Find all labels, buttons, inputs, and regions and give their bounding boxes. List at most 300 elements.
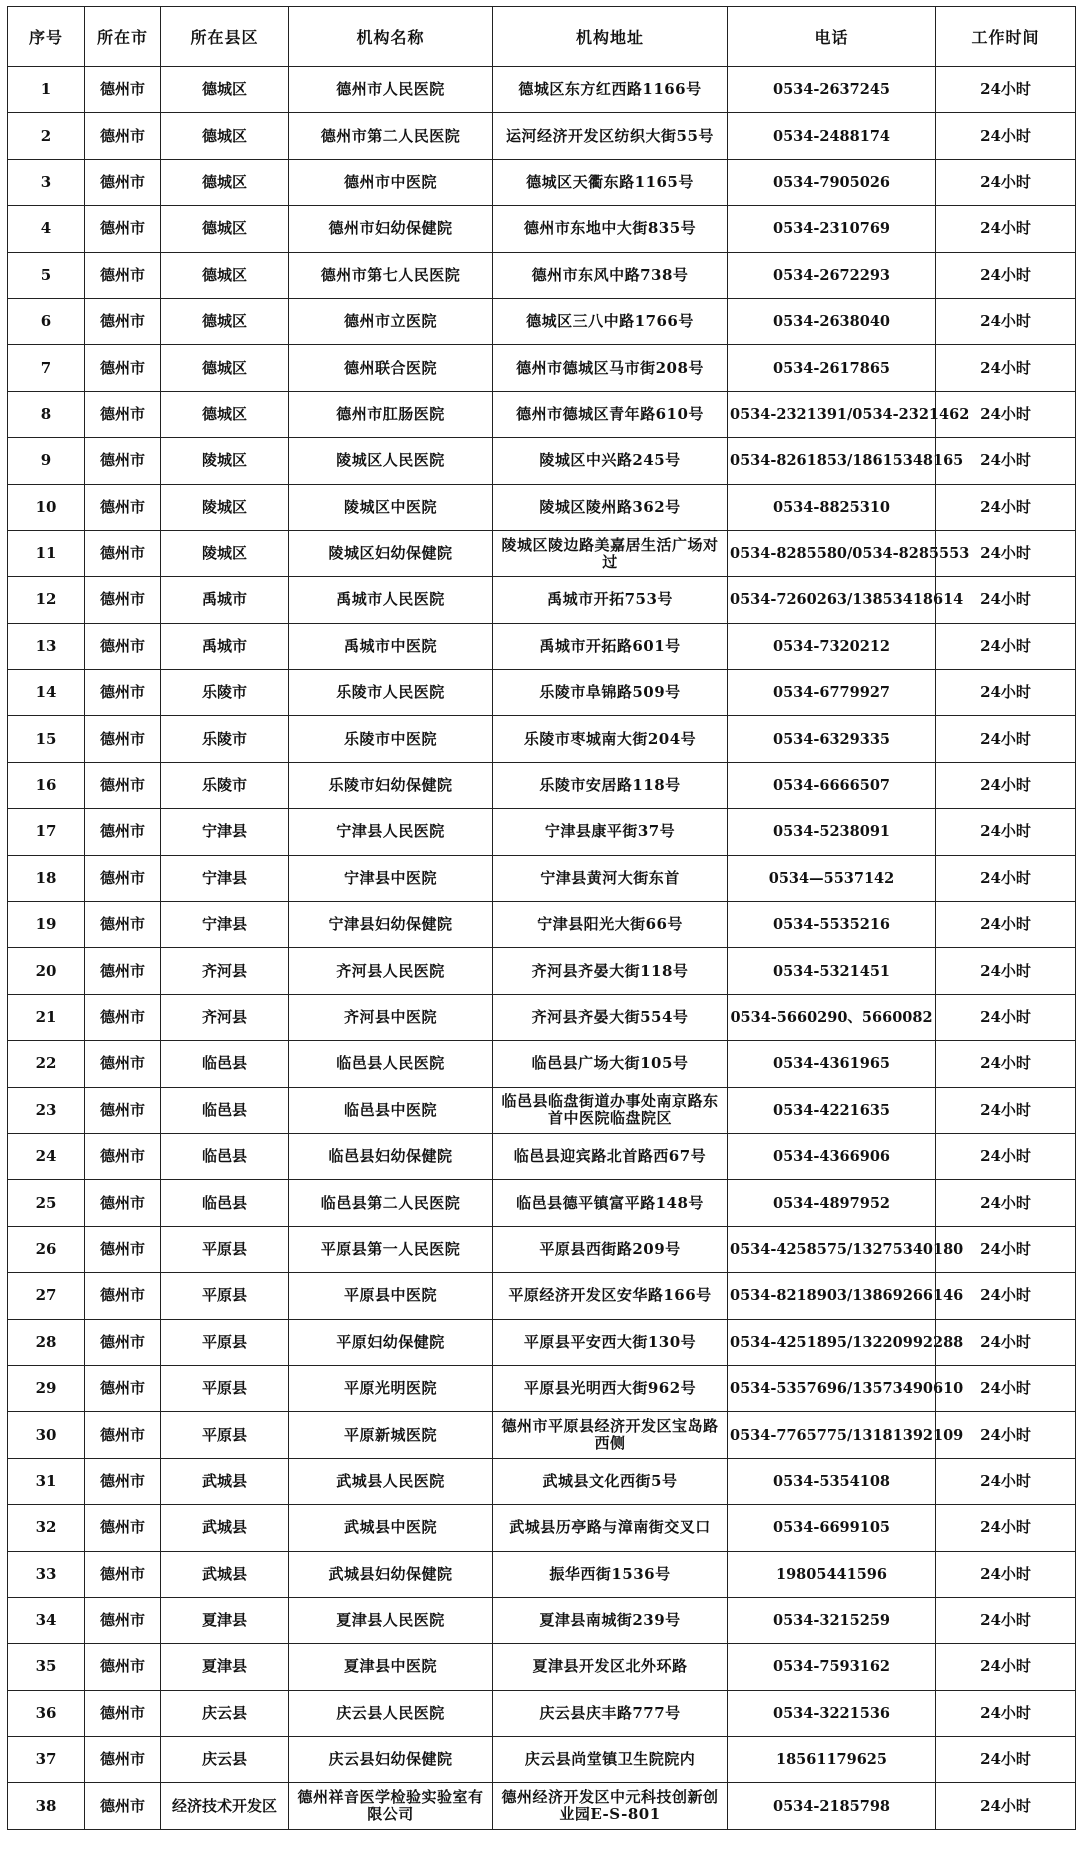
- cell-city: 德州市: [85, 252, 161, 298]
- cell-working-hours: 24小时: [936, 298, 1076, 344]
- cell-working-hours: 24小时: [936, 1690, 1076, 1736]
- cell-phone: 0534-6329335: [728, 716, 936, 762]
- cell-county: 武城县: [161, 1505, 289, 1551]
- cell-serial-number: 11: [8, 530, 85, 576]
- cell-institution-address: 临邑县迎宾路北首路西67号: [493, 1133, 728, 1179]
- cell-city: 德州市: [85, 159, 161, 205]
- table-row: [8, 67, 1076, 113]
- table-row: [8, 1226, 1076, 1272]
- cell-phone: 0534-5238091: [728, 809, 936, 855]
- cell-institution-name: 德州市肛肠医院: [289, 391, 493, 437]
- header-county: 所在县区: [161, 7, 289, 67]
- cell-institution-address: 临邑县德平镇富平路148号: [493, 1180, 728, 1226]
- cell-serial-number: 9: [8, 438, 85, 484]
- table-row: [8, 994, 1076, 1040]
- table-row: [8, 577, 1076, 623]
- table-row: [8, 1737, 1076, 1783]
- cell-serial-number: 31: [8, 1458, 85, 1504]
- cell-institution-name: 庆云县妇幼保健院: [289, 1737, 493, 1783]
- cell-phone: 0534-4897952: [728, 1180, 936, 1226]
- cell-city: 德州市: [85, 438, 161, 484]
- cell-serial-number: 29: [8, 1365, 85, 1411]
- cell-county: 庆云县: [161, 1737, 289, 1783]
- cell-county: 齐河县: [161, 948, 289, 994]
- cell-county: 宁津县: [161, 902, 289, 948]
- table-row: [8, 298, 1076, 344]
- cell-phone: 0534-7905026: [728, 159, 936, 205]
- cell-serial-number: 37: [8, 1737, 85, 1783]
- cell-institution-name: 德州市妇幼保健院: [289, 206, 493, 252]
- cell-phone: 0534-2637245: [728, 67, 936, 113]
- cell-county: 陵城区: [161, 484, 289, 530]
- cell-institution-address: 德城区东方红西路1166号: [493, 67, 728, 113]
- cell-institution-address: 平原县光明西大街962号: [493, 1365, 728, 1411]
- cell-county: 德城区: [161, 206, 289, 252]
- cell-institution-name: 禹城市人民医院: [289, 577, 493, 623]
- cell-working-hours: 24小时: [936, 1783, 1076, 1829]
- cell-county: 经济技术开发区: [161, 1783, 289, 1829]
- cell-institution-name: 武城县妇幼保健院: [289, 1551, 493, 1597]
- cell-phone: 0534-8825310: [728, 484, 936, 530]
- header-phone: 电话: [728, 7, 936, 67]
- cell-phone: 18561179625: [728, 1737, 936, 1783]
- cell-serial-number: 1: [8, 67, 85, 113]
- cell-working-hours: 24小时: [936, 1087, 1076, 1133]
- cell-institution-name: 夏津县中医院: [289, 1644, 493, 1690]
- cell-institution-address: 德州市德城区马市街208号: [493, 345, 728, 391]
- cell-serial-number: 14: [8, 670, 85, 716]
- cell-serial-number: 5: [8, 252, 85, 298]
- table-row: [8, 948, 1076, 994]
- cell-serial-number: 15: [8, 716, 85, 762]
- cell-institution-name: 乐陵市妇幼保健院: [289, 762, 493, 808]
- cell-working-hours: 24小时: [936, 1597, 1076, 1643]
- cell-institution-address: 德州市东风中路738号: [493, 252, 728, 298]
- cell-county: 临邑县: [161, 1133, 289, 1179]
- cell-city: 德州市: [85, 1551, 161, 1597]
- cell-institution-name: 陵城区妇幼保健院: [289, 530, 493, 576]
- cell-working-hours: 24小时: [936, 716, 1076, 762]
- cell-phone: 0534-5354108: [728, 1458, 936, 1504]
- cell-working-hours: 24小时: [936, 391, 1076, 437]
- cell-institution-name: 宁津县妇幼保健院: [289, 902, 493, 948]
- cell-phone: 0534-7320212: [728, 623, 936, 669]
- cell-serial-number: 8: [8, 391, 85, 437]
- cell-county: 德城区: [161, 252, 289, 298]
- cell-institution-name: 德州市第二人民医院: [289, 113, 493, 159]
- cell-institution-name: 武城县中医院: [289, 1505, 493, 1551]
- cell-serial-number: 18: [8, 855, 85, 901]
- cell-institution-address: 平原县西街路209号: [493, 1226, 728, 1272]
- cell-working-hours: 24小时: [936, 1737, 1076, 1783]
- cell-phone: 0534-4221635: [728, 1087, 936, 1133]
- cell-institution-name: 德州市人民医院: [289, 67, 493, 113]
- cell-institution-address: 陵城区中兴路245号: [493, 438, 728, 484]
- cell-serial-number: 3: [8, 159, 85, 205]
- cell-institution-name: 平原县第一人民医院: [289, 1226, 493, 1272]
- cell-county: 德城区: [161, 159, 289, 205]
- table-row: [8, 1644, 1076, 1690]
- cell-institution-address: 临邑县广场大街105号: [493, 1041, 728, 1087]
- cell-working-hours: 24小时: [936, 623, 1076, 669]
- cell-city: 德州市: [85, 670, 161, 716]
- header-serial-number: 序号: [8, 7, 85, 67]
- cell-county: 平原县: [161, 1412, 289, 1458]
- cell-institution-address: 德城区天衢东路1165号: [493, 159, 728, 205]
- table-row: [8, 438, 1076, 484]
- cell-serial-number: 26: [8, 1226, 85, 1272]
- cell-county: 德城区: [161, 298, 289, 344]
- cell-phone: 0534-5660290、5660082: [728, 994, 936, 1040]
- cell-county: 禹城市: [161, 577, 289, 623]
- cell-working-hours: 24小时: [936, 530, 1076, 576]
- cell-phone: 0534-6779927: [728, 670, 936, 716]
- cell-phone: 0534-2185798: [728, 1783, 936, 1829]
- cell-city: 德州市: [85, 1319, 161, 1365]
- cell-institution-address: 平原经济开发区安华路166号: [493, 1273, 728, 1319]
- cell-county: 夏津县: [161, 1597, 289, 1643]
- cell-city: 德州市: [85, 1505, 161, 1551]
- cell-county: 乐陵市: [161, 762, 289, 808]
- cell-city: 德州市: [85, 1690, 161, 1736]
- cell-institution-name: 临邑县妇幼保健院: [289, 1133, 493, 1179]
- cell-city: 德州市: [85, 1783, 161, 1829]
- cell-serial-number: 22: [8, 1041, 85, 1087]
- header-city: 所在市: [85, 7, 161, 67]
- table-row: [8, 530, 1076, 576]
- cell-phone: 0534-6699105: [728, 1505, 936, 1551]
- cell-county: 禹城市: [161, 623, 289, 669]
- header-institution-address: 机构地址: [493, 7, 728, 67]
- cell-city: 德州市: [85, 855, 161, 901]
- cell-serial-number: 28: [8, 1319, 85, 1365]
- table-row: [8, 1273, 1076, 1319]
- cell-institution-name: 庆云县人民医院: [289, 1690, 493, 1736]
- cell-serial-number: 12: [8, 577, 85, 623]
- cell-institution-address: 德州市东地中大街835号: [493, 206, 728, 252]
- cell-institution-name: 临邑县人民医院: [289, 1041, 493, 1087]
- cell-institution-address: 乐陵市枣城南大街204号: [493, 716, 728, 762]
- table-row: [8, 1180, 1076, 1226]
- cell-serial-number: 24: [8, 1133, 85, 1179]
- cell-working-hours: 24小时: [936, 1319, 1076, 1365]
- cell-city: 德州市: [85, 206, 161, 252]
- table-row: [8, 670, 1076, 716]
- cell-institution-name: 夏津县人民医院: [289, 1597, 493, 1643]
- cell-city: 德州市: [85, 623, 161, 669]
- cell-institution-name: 乐陵市中医院: [289, 716, 493, 762]
- cell-institution-name: 禹城市中医院: [289, 623, 493, 669]
- cell-institution-address: 齐河县齐晏大街118号: [493, 948, 728, 994]
- cell-working-hours: 24小时: [936, 1273, 1076, 1319]
- cell-city: 德州市: [85, 1458, 161, 1504]
- cell-city: 德州市: [85, 298, 161, 344]
- cell-serial-number: 16: [8, 762, 85, 808]
- cell-institution-address: 振华西街1536号: [493, 1551, 728, 1597]
- cell-serial-number: 38: [8, 1783, 85, 1829]
- cell-working-hours: 24小时: [936, 577, 1076, 623]
- table-row: [8, 1783, 1076, 1829]
- cell-institution-name: 宁津县中医院: [289, 855, 493, 901]
- cell-phone: 0534-4366906: [728, 1133, 936, 1179]
- cell-institution-name: 乐陵市人民医院: [289, 670, 493, 716]
- cell-serial-number: 7: [8, 345, 85, 391]
- cell-county: 临邑县: [161, 1041, 289, 1087]
- cell-phone: 0534-7260263/13853418614: [728, 577, 936, 623]
- cell-city: 德州市: [85, 902, 161, 948]
- cell-working-hours: 24小时: [936, 113, 1076, 159]
- cell-serial-number: 34: [8, 1597, 85, 1643]
- cell-working-hours: 24小时: [936, 1505, 1076, 1551]
- hospital-table: [7, 6, 1076, 1830]
- cell-institution-address: 齐河县齐晏大街554号: [493, 994, 728, 1040]
- table-row: [8, 113, 1076, 159]
- cell-institution-name: 陵城区人民医院: [289, 438, 493, 484]
- cell-institution-name: 宁津县人民医院: [289, 809, 493, 855]
- cell-working-hours: 24小时: [936, 252, 1076, 298]
- table-row: [8, 252, 1076, 298]
- table-row: [8, 716, 1076, 762]
- cell-city: 德州市: [85, 809, 161, 855]
- cell-county: 武城县: [161, 1458, 289, 1504]
- cell-county: 夏津县: [161, 1644, 289, 1690]
- cell-working-hours: 24小时: [936, 762, 1076, 808]
- cell-working-hours: 24小时: [936, 1226, 1076, 1272]
- cell-institution-address: 宁津县康平街37号: [493, 809, 728, 855]
- cell-county: 平原县: [161, 1226, 289, 1272]
- cell-working-hours: 24小时: [936, 1365, 1076, 1411]
- cell-serial-number: 2: [8, 113, 85, 159]
- cell-institution-name: 平原妇幼保健院: [289, 1319, 493, 1365]
- cell-city: 德州市: [85, 1087, 161, 1133]
- cell-city: 德州市: [85, 67, 161, 113]
- cell-serial-number: 25: [8, 1180, 85, 1226]
- table-row: [8, 1551, 1076, 1597]
- cell-serial-number: 13: [8, 623, 85, 669]
- cell-phone: 0534-3221536: [728, 1690, 936, 1736]
- cell-institution-address: 平原县平安西大街130号: [493, 1319, 728, 1365]
- cell-institution-name: 陵城区中医院: [289, 484, 493, 530]
- cell-county: 齐河县: [161, 994, 289, 1040]
- cell-phone: 0534-5535216: [728, 902, 936, 948]
- cell-working-hours: 24小时: [936, 1133, 1076, 1179]
- cell-county: 乐陵市: [161, 716, 289, 762]
- table-row: [8, 762, 1076, 808]
- cell-working-hours: 24小时: [936, 948, 1076, 994]
- cell-institution-name: 德州市中医院: [289, 159, 493, 205]
- cell-working-hours: 24小时: [936, 1551, 1076, 1597]
- cell-city: 德州市: [85, 484, 161, 530]
- cell-working-hours: 24小时: [936, 670, 1076, 716]
- cell-institution-address: 禹城市开拓753号: [493, 577, 728, 623]
- cell-institution-name: 德州市第七人民医院: [289, 252, 493, 298]
- table-row: [8, 1597, 1076, 1643]
- cell-institution-address: 乐陵市安居路118号: [493, 762, 728, 808]
- cell-serial-number: 10: [8, 484, 85, 530]
- header-institution-name: 机构名称: [289, 7, 493, 67]
- cell-city: 德州市: [85, 1412, 161, 1458]
- cell-county: 武城县: [161, 1551, 289, 1597]
- cell-phone: 0534-5357696/13573490610: [728, 1365, 936, 1411]
- cell-county: 德城区: [161, 113, 289, 159]
- cell-phone: 0534-2638040: [728, 298, 936, 344]
- cell-phone: 0534-4258575/13275340180: [728, 1226, 936, 1272]
- table-row: [8, 1412, 1076, 1458]
- cell-phone: 0534—5537142: [728, 855, 936, 901]
- cell-institution-name: 德州祥音医学检验实验室有限公司: [289, 1783, 493, 1829]
- table-row: [8, 902, 1076, 948]
- cell-phone: 0534-4251895/13220992288: [728, 1319, 936, 1365]
- cell-phone: 0534-2310769: [728, 206, 936, 252]
- table-row: [8, 1505, 1076, 1551]
- cell-county: 平原县: [161, 1273, 289, 1319]
- cell-city: 德州市: [85, 994, 161, 1040]
- cell-phone: 0534-8218903/13869266146: [728, 1273, 936, 1319]
- table-row: [8, 1133, 1076, 1179]
- cell-institution-address: 德州市德城区青年路610号: [493, 391, 728, 437]
- cell-county: 平原县: [161, 1365, 289, 1411]
- cell-city: 德州市: [85, 948, 161, 994]
- cell-phone: 0534-2321391/0534-2321462: [728, 391, 936, 437]
- cell-city: 德州市: [85, 1226, 161, 1272]
- cell-institution-name: 德州联合医院: [289, 345, 493, 391]
- cell-institution-address: 陵城区陵边路美嘉居生活广场对过: [493, 530, 728, 576]
- table-row: [8, 1365, 1076, 1411]
- cell-serial-number: 32: [8, 1505, 85, 1551]
- cell-city: 德州市: [85, 1737, 161, 1783]
- cell-serial-number: 20: [8, 948, 85, 994]
- table-row: [8, 1087, 1076, 1133]
- cell-working-hours: 24小时: [936, 1180, 1076, 1226]
- cell-city: 德州市: [85, 1273, 161, 1319]
- cell-institution-address: 禹城市开拓路601号: [493, 623, 728, 669]
- cell-institution-address: 宁津县阳光大街66号: [493, 902, 728, 948]
- cell-phone: 19805441596: [728, 1551, 936, 1597]
- cell-working-hours: 24小时: [936, 67, 1076, 113]
- cell-phone: 0534-2672293: [728, 252, 936, 298]
- table-row: [8, 623, 1076, 669]
- cell-city: 德州市: [85, 391, 161, 437]
- table-row: [8, 391, 1076, 437]
- cell-city: 德州市: [85, 762, 161, 808]
- cell-city: 德州市: [85, 1597, 161, 1643]
- cell-city: 德州市: [85, 1644, 161, 1690]
- cell-serial-number: 6: [8, 298, 85, 344]
- cell-phone: 0534-6666507: [728, 762, 936, 808]
- table-row: [8, 855, 1076, 901]
- cell-working-hours: 24小时: [936, 345, 1076, 391]
- cell-institution-address: 陵城区陵州路362号: [493, 484, 728, 530]
- cell-working-hours: 24小时: [936, 809, 1076, 855]
- hospital-table-sheet: [7, 6, 1075, 1852]
- cell-county: 德城区: [161, 391, 289, 437]
- cell-city: 德州市: [85, 1365, 161, 1411]
- cell-institution-address: 夏津县南城街239号: [493, 1597, 728, 1643]
- cell-working-hours: 24小时: [936, 855, 1076, 901]
- cell-county: 德城区: [161, 345, 289, 391]
- cell-phone: 0534-4361965: [728, 1041, 936, 1087]
- cell-institution-name: 齐河县中医院: [289, 994, 493, 1040]
- table-row: [8, 159, 1076, 205]
- cell-city: 德州市: [85, 1180, 161, 1226]
- cell-city: 德州市: [85, 113, 161, 159]
- cell-working-hours: 24小时: [936, 438, 1076, 484]
- cell-phone: 0534-7593162: [728, 1644, 936, 1690]
- table-row: [8, 1458, 1076, 1504]
- cell-serial-number: 36: [8, 1690, 85, 1736]
- cell-city: 德州市: [85, 1133, 161, 1179]
- cell-city: 德州市: [85, 530, 161, 576]
- cell-phone: 0534-5321451: [728, 948, 936, 994]
- cell-serial-number: 30: [8, 1412, 85, 1458]
- cell-serial-number: 23: [8, 1087, 85, 1133]
- cell-institution-name: 临邑县中医院: [289, 1087, 493, 1133]
- cell-institution-name: 德州市立医院: [289, 298, 493, 344]
- cell-working-hours: 24小时: [936, 484, 1076, 530]
- cell-phone: 0534-2488174: [728, 113, 936, 159]
- cell-city: 德州市: [85, 716, 161, 762]
- cell-county: 宁津县: [161, 809, 289, 855]
- cell-institution-address: 德城区三八中路1766号: [493, 298, 728, 344]
- cell-institution-address: 武城县历亭路与漳南街交叉口: [493, 1505, 728, 1551]
- cell-institution-address: 武城县文化西街5号: [493, 1458, 728, 1504]
- cell-working-hours: 24小时: [936, 159, 1076, 205]
- header-working-hours: 工作时间: [936, 7, 1076, 67]
- cell-county: 庆云县: [161, 1690, 289, 1736]
- cell-county: 德城区: [161, 67, 289, 113]
- table-row: [8, 1041, 1076, 1087]
- cell-working-hours: 24小时: [936, 1041, 1076, 1087]
- cell-phone: 0534-8261853/18615348165: [728, 438, 936, 484]
- table-header-row: [8, 7, 1076, 67]
- table-body: [8, 67, 1076, 1830]
- table-row: [8, 809, 1076, 855]
- cell-institution-address: 德州经济开发区中元科技创新创业园E-S-801: [493, 1783, 728, 1829]
- cell-city: 德州市: [85, 1041, 161, 1087]
- cell-institution-name: 临邑县第二人民医院: [289, 1180, 493, 1226]
- cell-serial-number: 33: [8, 1551, 85, 1597]
- table-row: [8, 1690, 1076, 1736]
- cell-working-hours: 24小时: [936, 994, 1076, 1040]
- cell-institution-address: 乐陵市阜锦路509号: [493, 670, 728, 716]
- cell-working-hours: 24小时: [936, 902, 1076, 948]
- cell-county: 陵城区: [161, 438, 289, 484]
- cell-institution-name: 平原县中医院: [289, 1273, 493, 1319]
- cell-working-hours: 24小时: [936, 206, 1076, 252]
- table-row: [8, 345, 1076, 391]
- cell-phone: 0534-7765775/13181392109: [728, 1412, 936, 1458]
- cell-institution-address: 临邑县临盘街道办事处南京路东首中医院临盘院区: [493, 1087, 728, 1133]
- cell-institution-address: 运河经济开发区纺织大街55号: [493, 113, 728, 159]
- cell-county: 临邑县: [161, 1087, 289, 1133]
- cell-serial-number: 21: [8, 994, 85, 1040]
- cell-institution-address: 庆云县庆丰路777号: [493, 1690, 728, 1736]
- cell-serial-number: 4: [8, 206, 85, 252]
- cell-serial-number: 27: [8, 1273, 85, 1319]
- cell-institution-address: 德州市平原县经济开发区宝岛路西侧: [493, 1412, 728, 1458]
- cell-city: 德州市: [85, 577, 161, 623]
- cell-institution-name: 武城县人民医院: [289, 1458, 493, 1504]
- cell-phone: 0534-8285580/0534-8285553: [728, 530, 936, 576]
- cell-phone: 0534-2617865: [728, 345, 936, 391]
- cell-phone: 0534-3215259: [728, 1597, 936, 1643]
- cell-institution-address: 夏津县开发区北外环路: [493, 1644, 728, 1690]
- table-row: [8, 206, 1076, 252]
- cell-county: 平原县: [161, 1319, 289, 1365]
- cell-county: 宁津县: [161, 855, 289, 901]
- cell-working-hours: 24小时: [936, 1458, 1076, 1504]
- cell-serial-number: 35: [8, 1644, 85, 1690]
